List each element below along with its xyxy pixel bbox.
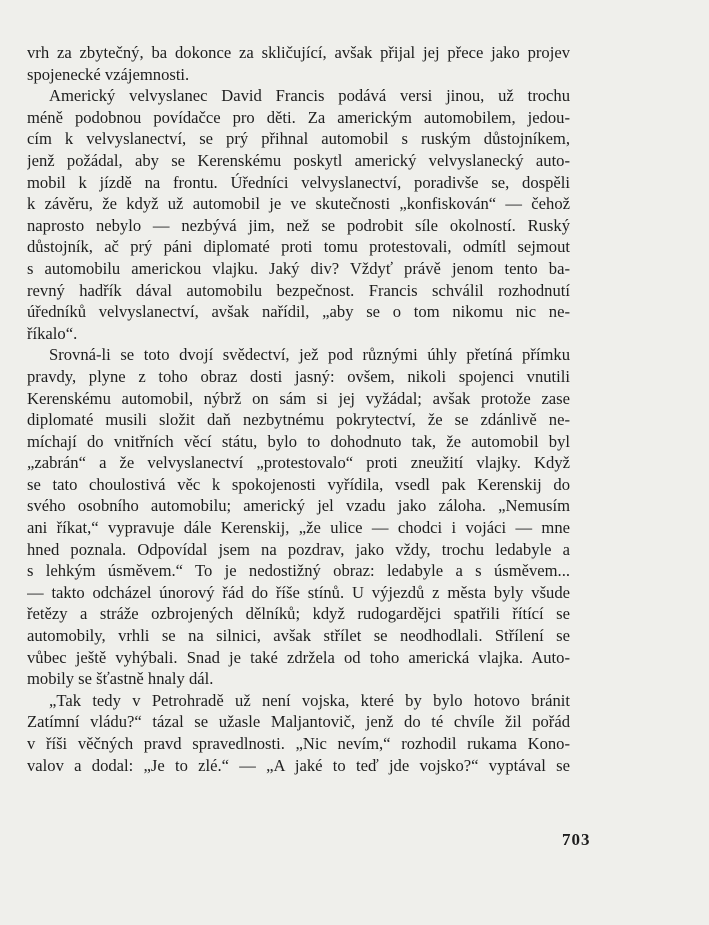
text-line: revný hadřík dával automobilu bezpečnost. Francis schválil rozhodnutí — [27, 280, 570, 300]
paragraph — [27, 42, 570, 85]
text-line: jenž požádal, aby se Kerenskému poskytl americký velvyslanecký auto- — [27, 150, 570, 170]
text-line: se tato choulostivá věc k spokojenosti vyřídila, vsedl pak Kerenskij do — [27, 474, 570, 494]
text-line: řetězy a stráže ozbrojených dělníků; když rudogardějci spatřili řítící se — [27, 604, 570, 624]
text-line: — takto odcházel únorový řád do říše stínů. U výjezdů z města byly všude — [27, 582, 570, 602]
text-line: s lehkým úsměvem.“ To je nedostižný obraz: ledabyle a s úsměvem... — [27, 561, 570, 581]
text-line: mobil k jízdě na frontu. Úředníci velvyslanectví, poradivše se, dospěli — [27, 172, 570, 192]
text-line: valov a dodal: „Je to zlé.“ — „A jaké to teď jde vojsko?“ vyptával se — [27, 755, 570, 775]
text-line: vrh za zbytečný, ba dokonce za skličující, avšak přijal jej přece jako projev — [27, 43, 570, 62]
text-line: v říši věčných pravd spravedlnosti. „Nic nevím,“ rozhodil rukama Kono- — [27, 734, 570, 753]
text-line: Kerenskému automobil, nýbrž on sám si jej vyžádal; avšak protože zase — [27, 388, 570, 408]
page-number: 703 — [562, 830, 591, 849]
text-line: důstojník, ač prý páni diplomaté proti tomu protestovali, odmítl sejmout — [27, 237, 570, 257]
text-line: úředníků velvyslanectví, avšak nařídil, „aby se o tom nikomu nic ne- — [27, 302, 570, 322]
text-line: k závěru, že když už automobil je ve skutečnosti „konfiskován“ — čehož — [27, 194, 570, 214]
text-line: ani říkat,“ vypravuje dále Kerenskij, „že ulice — chodci i vojáci — mne — [27, 518, 570, 538]
text-line: Srovná-li se toto dvojí svědectví, jež pod různými úhly přetíná přímku — [49, 345, 570, 365]
paragraph — [27, 344, 570, 690]
text-line: svého osobního automobilu; americký jel vzadu jako záloha. „Nemusím — [27, 496, 570, 516]
text-line: „Tak tedy v Petrohradě už není vojska, které by bylo hotovo bránit — [49, 690, 570, 710]
text-line: s automobilu americkou vlajku. Jaký div? Vždyť právě jenom tento ba- — [27, 258, 570, 278]
text-line: pravdy, plyne z toho obraz dosti jasný: ovšem, nikoli spojenci vnutili — [27, 366, 570, 386]
text-line: mobily se šťastně hnaly dál. — [27, 669, 214, 689]
text-line: říkalo“. — [27, 323, 78, 343]
text-line: méně podobnou povídačce pro děti. Za americkým automobilem, jedou- — [27, 107, 570, 127]
paragraph — [27, 85, 570, 344]
text-line: Americký velvyslanec David Francis podává versi jinou, už trochu — [49, 86, 570, 106]
book-page-text — [27, 42, 570, 776]
text-line: diplomaté musili složit daň nezbytnému pokrytectví, že se zdánlivě ne- — [27, 410, 570, 430]
paragraph — [27, 690, 570, 776]
text-line: spojenecké vzájemnosti. — [27, 64, 190, 84]
text-line: automobily, vrhli se na silnici, avšak střílet se neodhodlali. Střílení se — [27, 626, 570, 646]
text-line: naprosto nebylo — nezbývá jim, než se podrobit síle okolností. Ruský — [27, 215, 570, 235]
text-line: míchají do vnitřních věcí státu, bylo to dohodnuto tak, že automobil byl — [27, 431, 570, 451]
text-line: vůbec ještě vyhýbali. Snad je také zdržela od toho americká vlajka. Auto- — [27, 647, 570, 667]
text-line: cím k velvyslanectví, se prý přihnal automobil s ruským důstojníkem, — [27, 129, 570, 149]
text-line: „zabrán“ a že velvyslanectví „protestovalo“ proti zneužití vlajky. Když — [27, 453, 570, 473]
text-line: Zatímní vládu?“ tázal se užasle Maljantovič, jenž do té chvíle žil pořád — [27, 712, 570, 732]
text-line: hned poznala. Odpovídal jsem na pozdrav, jako vždy, trochu ledabyle a — [27, 539, 570, 559]
